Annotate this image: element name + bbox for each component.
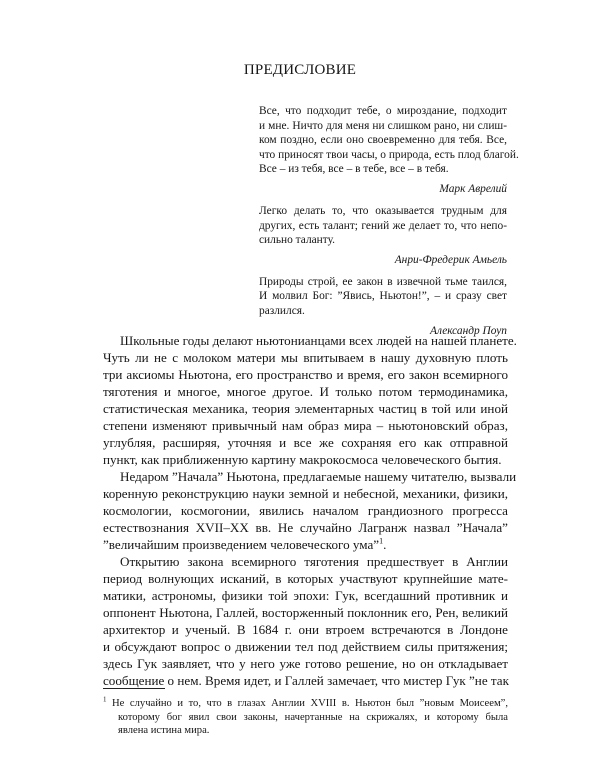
text-line: пункт, как приближенную картину макрокосмоса человеческого бытия.: [103, 452, 502, 467]
footnote-line-content: Не случайно и то, что в глазах Англии XVIII в. Ньютон был ”новым Моисеем”,: [112, 698, 508, 709]
main-text: [103, 332, 517, 689]
text-line: тяготения и многое, многое другое. И только потом термодинамика,: [103, 384, 508, 399]
footnote-mark: 1: [103, 695, 107, 704]
text-line: здесь Гук заявляет, что у него уже готово решение, но он откладывает: [103, 656, 508, 671]
epigraph-line: Все – из тебя, все – в тебе, все – в тебя.: [259, 163, 449, 176]
paragraph-1: [103, 332, 517, 468]
text-line: и обсуждают вопрос о движении тел под действием силы притяжения;: [103, 639, 508, 654]
text-line: Школьные годы делают ньютонианцами всех людей на нашей планете.: [120, 333, 517, 348]
text-line: оппонент Ньютона, Галлей, восторженный поклонник его, Рен, великий: [103, 605, 508, 620]
text-line: степени изменяют привычный нам образ мира – ньютоновский образ,: [103, 418, 508, 433]
text-line: естествознания XVII–XX вв. Не случайно Лагранж назвал ”Начала”: [103, 520, 508, 535]
epigraph-marcus-aurelius: [259, 104, 519, 196]
epigraph-line: что приносят твои часы, о природа, есть плод благой.: [259, 148, 519, 161]
footnote-reference[interactable]: 1: [379, 536, 384, 546]
page-title: ПРЕДИСЛОВИЕ: [243, 62, 357, 78]
text-line: космологии, космогонии, явились началом грандиозного прогресса: [103, 503, 508, 518]
footnote-divider: [103, 688, 165, 689]
text-line: архитектор и ученый. В 1684 г. они втроем встречаются в Лондоне: [103, 622, 508, 637]
text-line: статистическая механика, теория элементарных частиц в той или иной: [103, 401, 508, 416]
epigraph-line: ком поздно, если оно своевременно для тебя. Все,: [259, 134, 507, 147]
epigraph-line: И молвил Бог: ”Явись, Ньютон!”, – и сразу свет: [259, 290, 507, 303]
footnote-line: которому бог явил свои законы, начертанные на скрижалях, и которому была: [118, 711, 508, 723]
epigraph-line: сильно таланту.: [259, 234, 336, 247]
paragraph-3: [103, 553, 508, 689]
epigraphs: [259, 104, 519, 346]
text-line: три аксиомы Ньютона, его пространство и время, его закон всемирного: [103, 367, 508, 382]
epigraph-line: других, есть талант; гений же делает то, что непо-: [259, 219, 507, 232]
text-line: [103, 536, 508, 553]
text-line: Чуть ли не с молоком матери мы впитываем в нашу духовную плоть: [103, 350, 508, 365]
footnote: [103, 697, 508, 738]
epigraph-line: Все, что подходит тебе, о мироздание, подходит: [259, 105, 507, 117]
text-line: период волнующих исканий, в которых участвуют крупнейшие мате-: [103, 571, 508, 586]
paragraph-2: [103, 468, 517, 553]
epigraph-line: Легко делать то, что оказывается трудным для: [259, 204, 507, 217]
text-line-content: ”величайшим произведением человеческого ума”: [103, 537, 380, 552]
text-line: матики, астрономы, физики той эпохи: Гук, всегдашний противник и: [103, 588, 508, 603]
epigraph-line: и мне. Ничто для меня ни слишком рано, ни слиш-: [259, 119, 507, 132]
epigraph-author: Марк Аврелий: [439, 182, 507, 195]
footnote-line: явлена истина мира.: [118, 725, 210, 736]
sentence-period: .: [383, 537, 387, 552]
footnote-line: [103, 697, 508, 711]
epigraph-author: Анри-Фредерик Амьель: [394, 253, 507, 266]
epigraph-pope: [259, 275, 507, 338]
epigraph-amiel: [259, 204, 507, 267]
text-line: Открытию закона всемирного тяготения предшествует в Англии: [120, 554, 508, 569]
text-line: коренную реконструкцию науки земной и небесной, механики, физики,: [103, 486, 508, 501]
epigraph-author: Александр Поуп: [429, 324, 507, 337]
epigraph-line: разлился.: [259, 304, 305, 317]
text-line: сообщение о нем. Время идет, и Галлей замечает, что мистер Гук ”не так: [103, 673, 509, 688]
epigraph-line: Природы строй, ее закон в извечной тьме таился,: [259, 275, 507, 288]
text-line: Недаром ”Начала” Ньютона, предлагаемые нашему читателю, вызвали: [120, 469, 517, 484]
text-line: углубляя, расширяя, уточняя и все же сохраняя его как отправной: [103, 435, 508, 450]
